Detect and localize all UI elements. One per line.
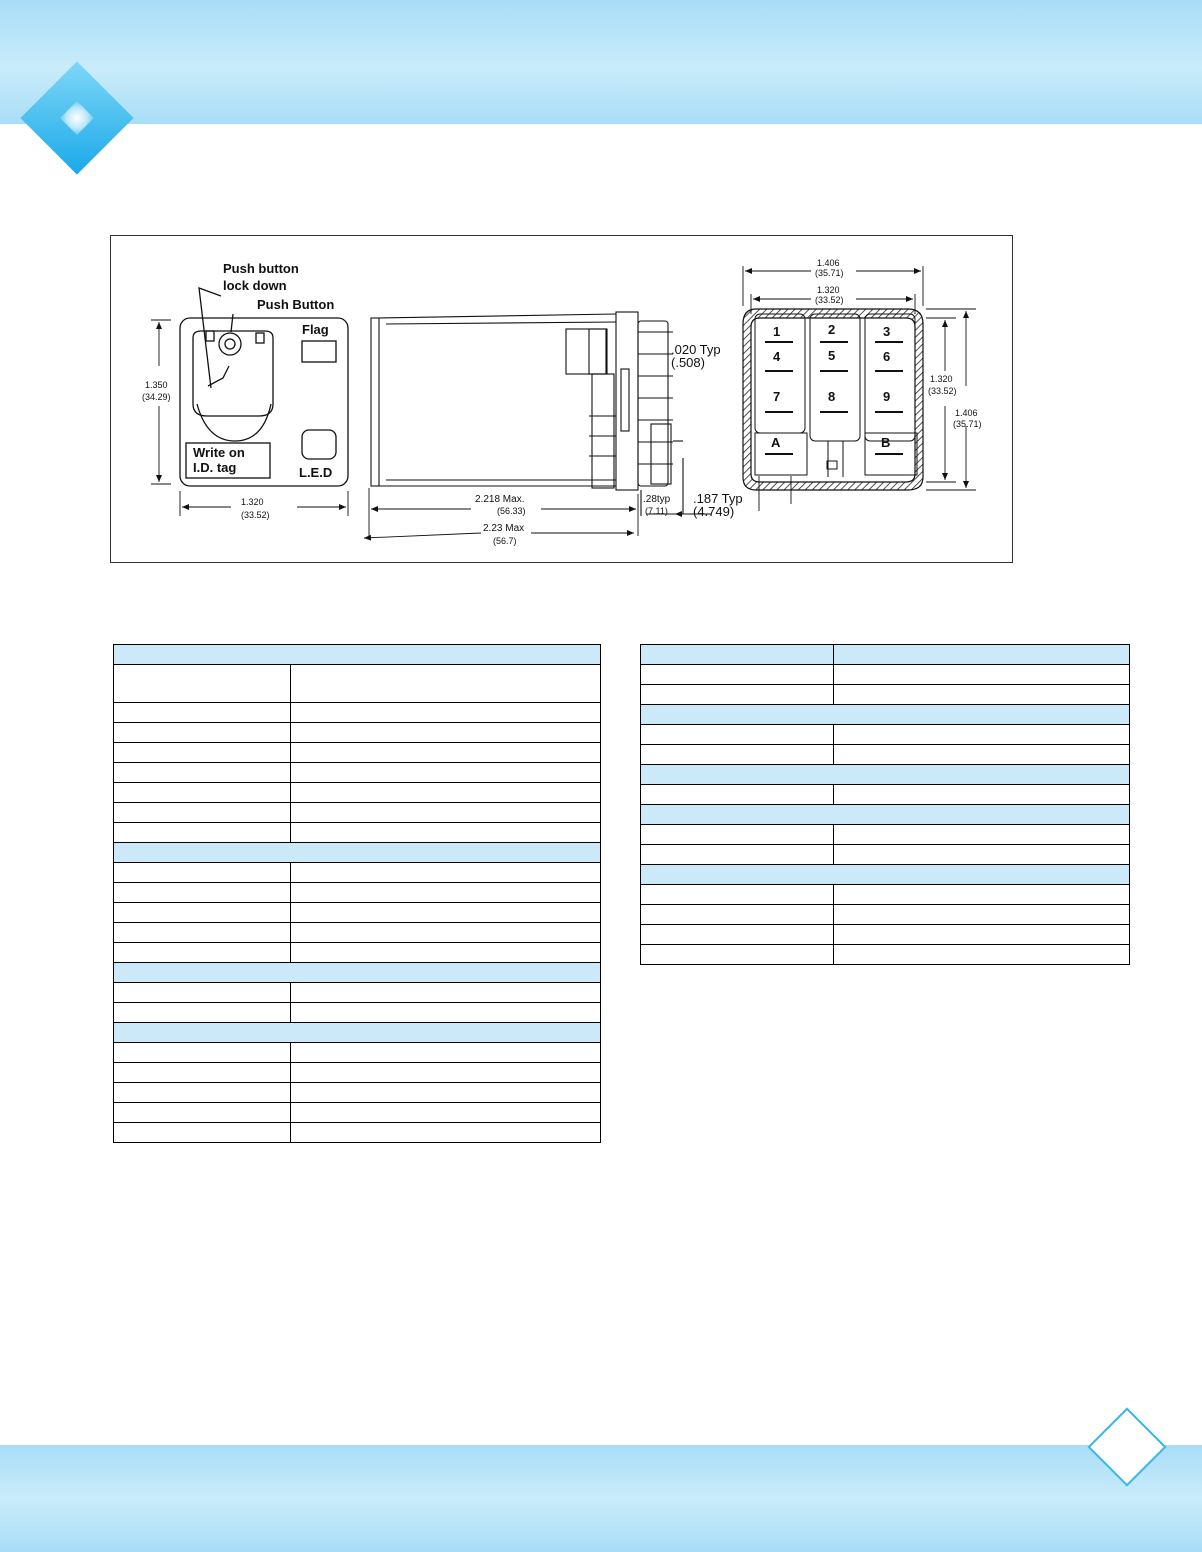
header-band	[0, 0, 1202, 124]
table-cell	[834, 945, 1130, 965]
table-cell	[291, 783, 601, 803]
footer-band	[0, 1445, 1202, 1552]
table-cell	[291, 1083, 601, 1103]
table-cell	[291, 923, 601, 943]
table-row	[114, 743, 601, 763]
table-cell	[114, 763, 291, 783]
body-max-dim: 2.218 Max.	[475, 494, 525, 505]
table-cell	[641, 785, 834, 805]
pin-label: 1	[773, 324, 781, 339]
table-section-header	[641, 765, 1130, 785]
spec-table-left	[113, 644, 601, 1143]
table-cell	[641, 685, 834, 705]
svg-text:(35.71): (35.71)	[953, 419, 982, 429]
table-section-header	[114, 1023, 601, 1043]
table-cell	[114, 1083, 291, 1103]
table-row	[114, 903, 601, 923]
table-cell	[291, 763, 601, 783]
table-cell	[114, 983, 291, 1003]
svg-text:(34.29): (34.29)	[142, 392, 171, 402]
svg-text:(33.52): (33.52)	[815, 295, 844, 305]
table-cell	[834, 785, 1130, 805]
inner-width-dim: 1.320	[817, 285, 840, 295]
table-cell	[291, 1063, 601, 1083]
table-row	[641, 745, 1130, 765]
table-cell	[834, 845, 1130, 865]
table-row	[114, 863, 601, 883]
table-cell	[291, 1103, 601, 1123]
table-row	[114, 1003, 601, 1023]
table-cell	[834, 925, 1130, 945]
table-row	[641, 665, 1130, 685]
led-label: L.E.D	[299, 465, 333, 480]
table-section-header	[641, 705, 1130, 725]
flag-label: Flag	[302, 322, 329, 337]
svg-text:(4.749): (4.749)	[693, 504, 735, 519]
table-cell	[834, 645, 1130, 665]
spec-table-right	[640, 644, 1130, 965]
table-row	[114, 883, 601, 903]
push-button-lock-down-label: Push button	[223, 261, 299, 276]
table-cell	[114, 723, 291, 743]
push-button-label: Push Button	[257, 297, 335, 312]
overall-max-dim: 2.23 Max	[483, 523, 525, 534]
table-cell	[641, 645, 834, 665]
table-section-header	[641, 805, 1130, 825]
table-row	[114, 923, 601, 943]
table-row	[114, 983, 601, 1003]
side-outer-dim: 1.406	[955, 408, 978, 418]
table-row	[114, 1103, 601, 1123]
table-cell	[114, 923, 291, 943]
table-cell	[114, 1063, 291, 1083]
table-cell	[291, 1043, 601, 1063]
pin-label: B	[881, 435, 891, 450]
table-cell	[291, 665, 601, 703]
table-cell	[291, 863, 601, 883]
table-row	[114, 943, 601, 963]
table-row	[641, 825, 1130, 845]
wall-thickness-dim: .020 Typ	[671, 342, 721, 357]
table-cell	[114, 645, 601, 665]
table-cell	[641, 905, 834, 925]
table-cell	[834, 685, 1130, 705]
table-cell	[114, 1123, 291, 1143]
side-inner-dim: 1.320	[930, 374, 953, 384]
pin-spacing-dim: .187 Typ	[693, 491, 743, 506]
table-row	[641, 845, 1130, 865]
table-cell	[114, 703, 291, 723]
table-row	[114, 723, 601, 743]
table-row	[114, 1043, 601, 1063]
bottom-view	[743, 309, 923, 490]
table-cell	[114, 843, 601, 863]
svg-text:(56.7): (56.7)	[493, 536, 517, 546]
table-cell	[291, 903, 601, 923]
table-section-header	[114, 645, 601, 665]
svg-text:(33.52): (33.52)	[241, 510, 270, 520]
table-row	[114, 783, 601, 803]
svg-text:(33.52): (33.52)	[928, 386, 957, 396]
pin-label: 8	[828, 389, 836, 404]
table-row	[114, 1123, 601, 1143]
table-cell	[114, 665, 291, 703]
table-cell	[114, 1003, 291, 1023]
table-cell	[834, 885, 1130, 905]
drawing-svg	[111, 236, 1014, 564]
table-cell	[114, 783, 291, 803]
logo-diamond-core	[60, 101, 94, 135]
svg-text:(7.11): (7.11)	[645, 506, 668, 516]
table-cell	[291, 723, 601, 743]
table-cell	[641, 665, 834, 685]
svg-text:(35.71): (35.71)	[815, 268, 844, 278]
table-cell	[291, 1123, 601, 1143]
table-cell	[114, 743, 291, 763]
table-cell	[834, 905, 1130, 925]
write-on-label: Write on	[193, 445, 245, 460]
table-cell	[291, 943, 601, 963]
table-cell	[114, 863, 291, 883]
table-cell	[641, 925, 834, 945]
pin-label: 5	[828, 348, 836, 363]
pin-label: 9	[883, 389, 891, 404]
svg-text:lock down: lock down	[223, 278, 287, 293]
table-cell	[291, 703, 601, 723]
front-width-dim: 1.320	[241, 497, 264, 507]
table-cell	[291, 883, 601, 903]
led-icon	[302, 430, 336, 459]
table-row	[114, 703, 601, 723]
table-cell	[114, 903, 291, 923]
table-row	[114, 1083, 601, 1103]
table-cell	[114, 803, 291, 823]
table-row	[114, 823, 601, 843]
table-row	[641, 945, 1130, 965]
svg-text:I.D. tag: I.D. tag	[193, 460, 237, 475]
pin-label: A	[771, 435, 781, 450]
table-cell	[641, 725, 834, 745]
table-cell	[641, 805, 1130, 825]
table-cell	[641, 825, 834, 845]
svg-text:(.508): (.508)	[671, 355, 705, 370]
table-cell	[114, 883, 291, 903]
side-view	[371, 312, 683, 516]
table-row	[641, 785, 1130, 805]
table-section-header	[114, 963, 601, 983]
table-cell	[114, 1103, 291, 1123]
table-row	[114, 803, 601, 823]
table-cell	[641, 705, 1130, 725]
table-cell	[834, 825, 1130, 845]
table-row	[641, 925, 1130, 945]
pin-label: 4	[773, 349, 781, 364]
table-row	[114, 665, 601, 703]
table-section-header	[641, 865, 1130, 885]
pin-label: 6	[883, 349, 891, 364]
table-cell	[114, 823, 291, 843]
pin-label: 3	[883, 324, 891, 339]
table-cell	[641, 845, 834, 865]
table-cell	[834, 665, 1130, 685]
svg-text:(56.33): (56.33)	[497, 506, 526, 516]
table-row	[114, 763, 601, 783]
table-section-header	[641, 645, 1130, 665]
table-cell	[834, 725, 1130, 745]
table-cell	[291, 983, 601, 1003]
table-cell	[114, 1023, 601, 1043]
table-cell	[291, 803, 601, 823]
height-dim: 1.350	[145, 380, 168, 390]
table-cell	[291, 743, 601, 763]
outer-width-dim: 1.406	[817, 258, 840, 268]
table-row	[641, 725, 1130, 745]
table-cell	[114, 943, 291, 963]
table-row	[114, 1063, 601, 1083]
push-button-icon	[219, 333, 241, 355]
table-cell	[114, 963, 601, 983]
table-cell	[834, 745, 1130, 765]
table-cell	[641, 945, 834, 965]
table-cell	[291, 1003, 601, 1023]
pin-label: 7	[773, 389, 781, 404]
table-cell	[641, 865, 1130, 885]
relay-dimension-drawing	[110, 235, 1013, 563]
table-cell	[291, 823, 601, 843]
table-section-header	[114, 843, 601, 863]
table-cell	[641, 885, 834, 905]
pin-length-dim: .28typ	[643, 494, 671, 505]
table-cell	[641, 745, 834, 765]
table-row	[641, 885, 1130, 905]
pin-label: 2	[828, 322, 836, 337]
table-cell	[641, 765, 1130, 785]
table-row	[641, 905, 1130, 925]
table-cell	[114, 1043, 291, 1063]
table-row	[641, 685, 1130, 705]
